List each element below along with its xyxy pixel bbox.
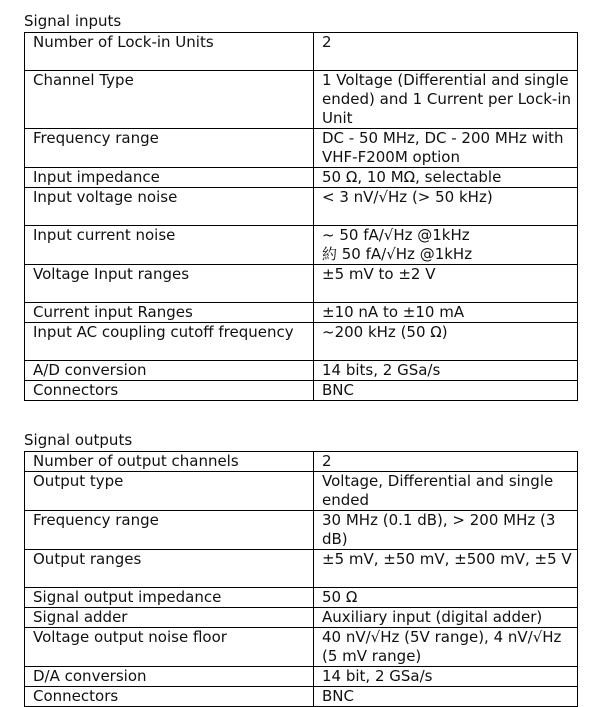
row-value: ±10 nA to ±10 mA [314,303,578,323]
row-value: 14 bit, 2 GSa/s [314,667,578,687]
table-row [25,265,578,303]
table-row [25,608,578,628]
row-value: 50 Ω, 10 MΩ, selectable [314,168,578,188]
row-value [314,226,578,265]
table-row [25,33,578,71]
row-value: 2 [314,33,578,71]
row-label: Input AC coupling cutoff frequency [25,323,314,361]
row-label: Input current noise [25,226,314,265]
row-value: 2 [314,452,578,472]
row-label: Channel Type [25,71,314,129]
table-row [25,511,578,550]
row-label: Connectors [25,381,314,401]
table-row [25,129,578,168]
row-label: Output type [25,472,314,511]
signal-inputs-table [24,32,578,401]
row-value: ±5 mV, ±50 mV, ±500 mV, ±5 V [314,550,578,588]
table-row [25,588,578,608]
table-row [25,381,578,401]
row-label: Number of output channels [25,452,314,472]
row-value: 1 Voltage (Differential and single ended) and 1 Current per Lock-in Unit [314,71,578,129]
table-row [25,550,578,588]
table-row [25,226,578,265]
table-row [25,323,578,361]
row-label: Input impedance [25,168,314,188]
table-row [25,188,578,226]
row-label: Frequency range [25,511,314,550]
row-label: Input voltage noise [25,188,314,226]
row-label: A/D conversion [25,361,314,381]
row-label: D/A conversion [25,667,314,687]
row-label: Voltage output noise floor [25,628,314,667]
row-value: BNC [314,381,578,401]
row-label: Number of Lock-in Units [25,33,314,71]
row-value: BNC [314,687,578,707]
signal-inputs-title: Signal inputs [24,12,122,30]
table-row [25,71,578,129]
row-label: Frequency range [25,129,314,168]
row-value: 50 Ω [314,588,578,608]
row-value: 40 nV/√Hz (5V range), 4 nV/√Hz (5 mV range) [314,628,578,667]
row-value: 14 bits, 2 GSa/s [314,361,578,381]
row-label: Output ranges [25,550,314,588]
row-label: Voltage Input ranges [25,265,314,303]
row-label: Signal adder [25,608,314,628]
row-value: DC - 50 MHz, DC - 200 MHz with VHF-F200M option [314,129,578,168]
signal-outputs-title: Signal outputs [24,431,133,449]
row-label: Current input Ranges [25,303,314,323]
row-value: 30 MHz (0.1 dB), > 200 MHz (3 dB) [314,511,578,550]
row-label: Signal output impedance [25,588,314,608]
table-row [25,452,578,472]
row-value-line: 約 50 fA/√Hz @1kHz [322,245,473,263]
row-value-line: ~ 50 fA/√Hz @1kHz [322,226,470,244]
table-row [25,303,578,323]
table-row [25,667,578,687]
row-value: ~200 kHz (50 Ω) [314,323,578,361]
table-row [25,361,578,381]
table-row [25,472,578,511]
signal-outputs-table [24,451,578,707]
table-row [25,687,578,707]
table-row [25,628,578,667]
row-value: ±5 mV to ±2 V [314,265,578,303]
row-label: Connectors [25,687,314,707]
row-value: < 3 nV/√Hz (> 50 kHz) [314,188,578,226]
row-value: Voltage, Differential and single ended [314,472,578,511]
row-value: Auxiliary input (digital adder) [314,608,578,628]
table-row [25,168,578,188]
